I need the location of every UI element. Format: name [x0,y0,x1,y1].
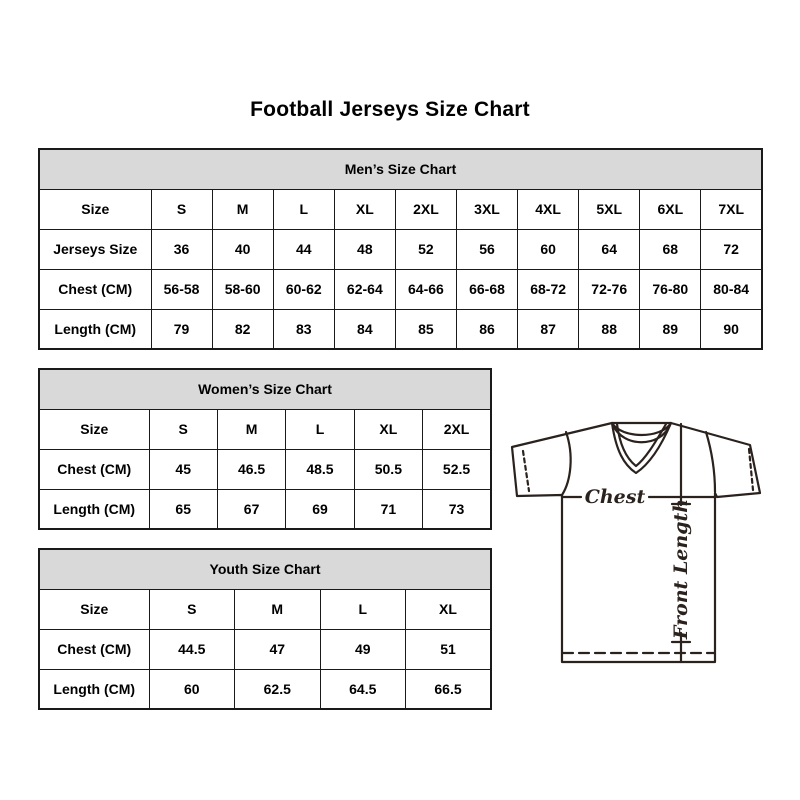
men-data-cell: 89 [640,309,701,349]
men-data-cell: 68-72 [518,269,579,309]
men-column-header: 2XL [395,189,456,229]
youth-data-row [39,629,491,669]
men-data-row [39,269,762,309]
men-data-cell: 68 [640,229,701,269]
men-data-cell: 56-58 [151,269,212,309]
men-data-cell: 48 [334,229,395,269]
youth-data-cell: 44.5 [149,629,235,669]
men-column-header: XL [334,189,395,229]
men-row-label: Chest (CM) [39,269,151,309]
men-data-cell: 66-68 [456,269,517,309]
mens-table-header: Men’s Size Chart [39,149,762,189]
men-column-header-row [39,189,762,229]
women-row-label: Chest (CM) [39,449,149,489]
men-data-cell: 82 [212,309,273,349]
youth-data-cell: 47 [235,629,321,669]
men-data-cell: 85 [395,309,456,349]
women-row-label: Length (CM) [39,489,149,529]
women-column-header: 2XL [423,409,491,449]
youth-column-header: L [320,589,406,629]
men-data-cell: 40 [212,229,273,269]
men-data-row [39,309,762,349]
youth-column-header: S [149,589,235,629]
mens-table-band-row [39,149,762,189]
men-data-cell: 87 [518,309,579,349]
men-data-cell: 36 [151,229,212,269]
women-column-header: M [217,409,285,449]
men-data-cell: 80-84 [701,269,762,309]
women-data-cell: 71 [354,489,422,529]
women-column-header: XL [354,409,422,449]
men-column-header: 7XL [701,189,762,229]
women-data-cell: 52.5 [423,449,491,489]
men-data-cell: 60-62 [273,269,334,309]
men-column-header: M [212,189,273,229]
youth-data-cell: 64.5 [320,669,406,709]
women-data-row [39,449,491,489]
men-data-cell: 72-76 [579,269,640,309]
men-data-cell: 62-64 [334,269,395,309]
women-data-row [39,489,491,529]
men-data-cell: 60 [518,229,579,269]
men-data-cell: 44 [273,229,334,269]
youth-column-header: Size [39,589,149,629]
men-data-cell: 56 [456,229,517,269]
mens-size-table [38,148,763,350]
men-row-label: Length (CM) [39,309,151,349]
women-data-cell: 65 [149,489,217,529]
men-data-cell: 64-66 [395,269,456,309]
men-column-header: 4XL [518,189,579,229]
men-data-cell: 79 [151,309,212,349]
men-column-header: 5XL [579,189,640,229]
womens-size-table [38,368,492,530]
youth-row-label: Length (CM) [39,669,149,709]
men-data-cell: 76-80 [640,269,701,309]
women-column-header-row [39,409,491,449]
women-column-header: L [286,409,354,449]
youth-data-cell: 51 [406,629,492,669]
womens-table-band-row [39,369,491,409]
women-data-cell: 48.5 [286,449,354,489]
men-data-cell: 58-60 [212,269,273,309]
front-length-label: Front Length [670,498,692,640]
men-data-cell: 64 [579,229,640,269]
men-column-header: Size [39,189,151,229]
women-data-cell: 46.5 [217,449,285,489]
womens-table-header: Women’s Size Chart [39,369,491,409]
women-data-cell: 45 [149,449,217,489]
youth-column-header-row [39,589,491,629]
men-data-cell: 72 [701,229,762,269]
youth-row-label: Chest (CM) [39,629,149,669]
women-data-cell: 50.5 [354,449,422,489]
youth-data-cell: 62.5 [235,669,321,709]
men-column-header: L [273,189,334,229]
women-data-cell: 67 [217,489,285,529]
men-column-header: S [151,189,212,229]
women-column-header: Size [39,409,149,449]
women-column-header: S [149,409,217,449]
youth-data-row [39,669,491,709]
men-data-cell: 88 [579,309,640,349]
men-data-cell: 86 [456,309,517,349]
men-data-row [39,229,762,269]
women-data-cell: 69 [286,489,354,529]
chest-label: Chest [584,486,646,508]
youth-table-band-row [39,549,491,589]
men-data-cell: 90 [701,309,762,349]
women-data-cell: 73 [423,489,491,529]
men-data-cell: 52 [395,229,456,269]
page-title: Football Jerseys Size Chart [250,98,530,121]
men-row-label: Jerseys Size [39,229,151,269]
men-column-header: 3XL [456,189,517,229]
jersey-outline [512,423,760,662]
men-data-cell: 83 [273,309,334,349]
men-column-header: 6XL [640,189,701,229]
jersey-measurement-diagram [500,395,780,685]
youth-data-cell: 66.5 [406,669,492,709]
youth-table-header: Youth Size Chart [39,549,491,589]
youth-column-header: XL [406,589,492,629]
youth-column-header: M [235,589,321,629]
youth-data-cell: 60 [149,669,235,709]
youth-size-table [38,548,492,710]
men-data-cell: 84 [334,309,395,349]
youth-data-cell: 49 [320,629,406,669]
